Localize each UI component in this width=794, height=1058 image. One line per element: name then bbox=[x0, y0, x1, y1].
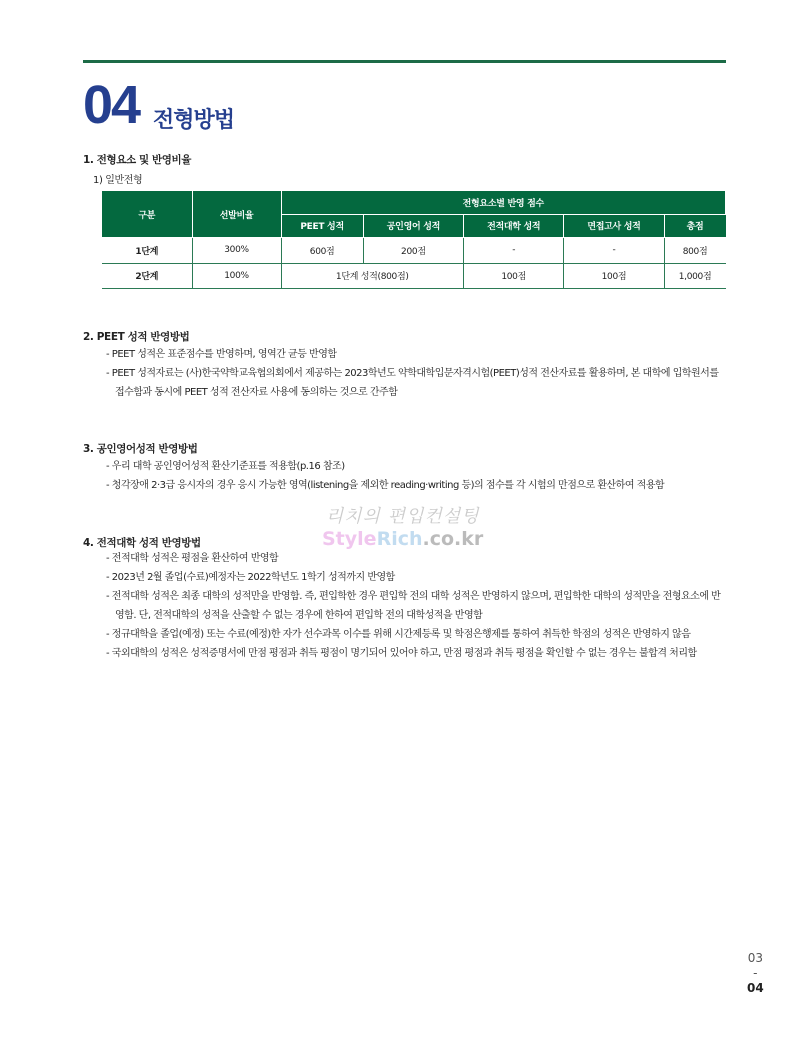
section-heading-3: 3. 공인영어성적 반영방법 bbox=[83, 443, 198, 455]
watermark bbox=[322, 502, 483, 550]
list-item: - 2023년 2월 졸업(수료)예정자는 2022학년도 1학기 성적까지 반영함 bbox=[106, 572, 395, 583]
table-row bbox=[102, 238, 726, 264]
list-item: - 청각장애 2·3급 응시자의 경우 응시 가능한 영역(listening을 제외한 reading·writing 등)의 점수를 각 시험의 만점으로 환산하여 적용함 bbox=[106, 480, 665, 491]
subsection-heading: 1) 일반전형 bbox=[93, 175, 143, 186]
watermark-style: Style bbox=[322, 528, 377, 550]
english-list bbox=[106, 457, 726, 495]
cell-english: 200점 bbox=[363, 238, 463, 264]
list-item: - 국외대학의 성적은 성적증명서에 만점 평점과 취득 평점이 명기되어 있어야 하고, 만점 평점과 취득 평점을 확인할 수 없는 경우는 불합격 처리함 bbox=[106, 648, 697, 659]
col-header-group: 구분 bbox=[102, 191, 192, 238]
section-heading-4: 4. 전적대학 성적 반영방법 bbox=[83, 537, 201, 549]
page-prev: 03 bbox=[747, 951, 763, 965]
cell-ratio: 300% bbox=[192, 238, 281, 264]
cell-college: 100점 bbox=[464, 263, 564, 289]
list-item: - 우리 대학 공인영어성적 환산기준표를 적용함(p.16 참조) bbox=[106, 461, 345, 472]
cell-interview: - bbox=[564, 238, 664, 264]
pagination bbox=[747, 951, 764, 996]
college-list bbox=[106, 549, 726, 663]
top-rule bbox=[83, 60, 726, 63]
list-item: - PEET 성적자료는 (사)한국약학교육협의회에서 제공하는 2023학년도 약학대학입문자격시험(PEET)성적 전산자료를 활용하며, 본 대학에 입학원서를 접수함과 동시에 PEET 성적 전산자료 사용에 동의하는 것으로 간주함 bbox=[106, 368, 719, 398]
cell-peet: 600점 bbox=[281, 238, 363, 264]
cell-total: 800점 bbox=[664, 238, 725, 264]
col-header-scores: 전형요소별 반영 점수 bbox=[281, 191, 726, 215]
chapter-number: 04 bbox=[83, 75, 140, 135]
cell-total: 1,000점 bbox=[664, 263, 725, 289]
table-row bbox=[102, 263, 726, 289]
peet-list bbox=[106, 345, 726, 402]
section-heading-2: 2. PEET 성적 반영방법 bbox=[83, 331, 190, 343]
cell-ratio: 100% bbox=[192, 263, 281, 289]
col-header-interview: 면접고사 성적 bbox=[564, 214, 664, 238]
cell-stage: 2단계 bbox=[102, 263, 192, 289]
list-item: - PEET 성적은 표준점수를 반영하며, 영역간 균등 반영함 bbox=[106, 349, 337, 360]
list-item: - 전적대학 성적은 평점을 환산하여 반영함 bbox=[106, 553, 279, 564]
col-header-english: 공인영어 성적 bbox=[363, 214, 463, 238]
watermark-korean: 리치의 편입컨설팅 bbox=[325, 506, 480, 527]
section-heading-1: 1. 전형요소 및 반영비율 bbox=[83, 154, 191, 166]
page-current: 04 bbox=[747, 981, 764, 995]
list-item: - 정규대학을 졸업(예정) 또는 수료(예정)한 자가 선수과목 이수를 위해 시간제등록 및 학점은행제를 통하여 취득한 학점의 성적은 반영하지 않음 bbox=[106, 629, 691, 640]
cell-stage: 1단계 bbox=[102, 238, 192, 264]
page-separator: - bbox=[753, 966, 758, 980]
col-header-total: 총점 bbox=[664, 214, 725, 238]
score-table bbox=[102, 190, 726, 289]
watermark-domain: .co.kr bbox=[422, 528, 484, 550]
cell-merged: 1단계 성적(800점) bbox=[281, 263, 464, 289]
cell-interview: 100점 bbox=[564, 263, 664, 289]
watermark-rich: Rich bbox=[376, 528, 423, 550]
col-header-college: 전적대학 성적 bbox=[464, 214, 564, 238]
list-item: - 전적대학 성적은 최종 대학의 성적만을 반영함. 즉, 편입학한 경우 편입학 전의 대학 성적은 반영하지 않으며, 편입학한 대학의 성적만을 전형요소에 반영함. 단, 전적대학의 성적을 산출할 수 없는 경우에 한하여 편입학 전의 대학성적을 반영함 bbox=[106, 591, 721, 621]
cell-college: - bbox=[464, 238, 564, 264]
col-header-peet: PEET 성적 bbox=[281, 214, 363, 238]
col-header-ratio: 선발비율 bbox=[192, 191, 281, 238]
page-title: 전형방법 bbox=[153, 108, 235, 133]
